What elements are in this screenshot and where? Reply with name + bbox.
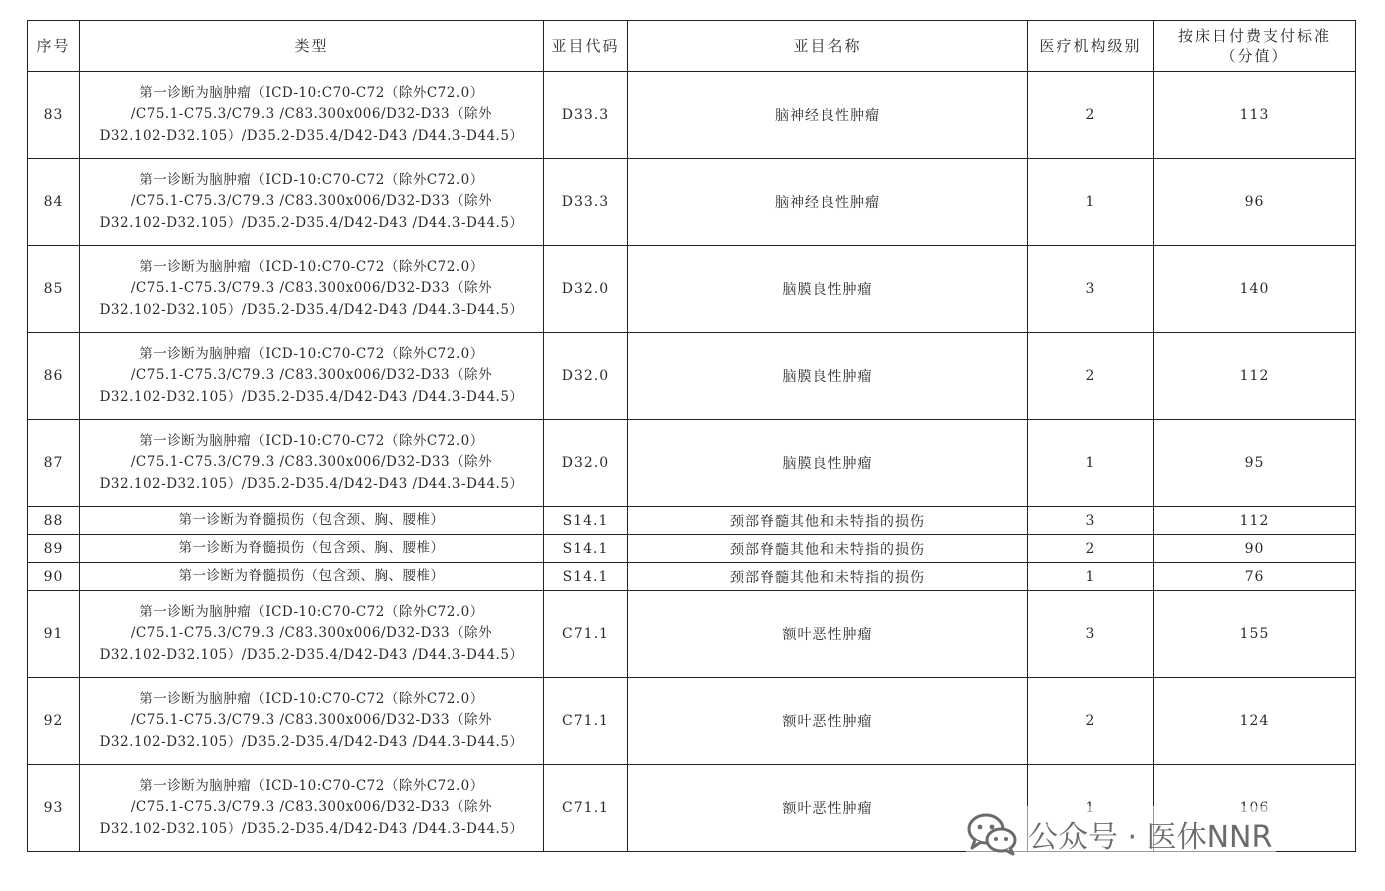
header-row [28,21,1356,72]
table-row [28,678,1356,765]
cell-type [80,333,544,420]
header-no: 序号 [28,21,80,72]
cell-type-line: /C75.1-C75.3/C79.3 /C83.300x006/D32-D33（除外 [130,367,493,384]
table-row [28,72,1356,159]
header-standard-line1: 按床日付费支付标准 [1177,27,1331,45]
table-row [28,420,1356,507]
cell-type-line: /C75.1-C75.3/C79.3 /C83.300x006/D32-D33（除外 [130,454,493,471]
cell-sub-code: D32.0 [544,420,628,507]
cell-level: 3 [1028,591,1154,678]
header-level: 医疗机构级别 [1028,21,1154,72]
cell-no: 86 [28,333,80,420]
cell-no: 87 [28,420,80,507]
cell-type [80,72,544,159]
cell-value: 112 [1154,333,1356,420]
cell-value: 112 [1154,507,1356,535]
cell-sub-name: 颈部脊髓其他和未特指的损伤 [628,507,1028,535]
cell-type-line: 第一诊断为脑肿瘤（ICD-10:C70-C72（除外C72.0） [139,603,484,620]
cell-value: 95 [1154,420,1356,507]
cell-type-line: 第一诊断为脑肿瘤（ICD-10:C70-C72（除外C72.0） [139,690,484,707]
cell-type [80,420,544,507]
watermark [966,806,1276,862]
cell-sub-name: 额叶恶性肿瘤 [628,678,1028,765]
cell-value: 124 [1154,678,1356,765]
cell-value: 96 [1154,159,1356,246]
cell-type-line: 第一诊断为脑肿瘤（ICD-10:C70-C72（除外C72.0） [139,258,484,275]
cell-type-line: D32.102-D32.105）/D35.2-D35.4/D42-D43 /D44.3-D44.5） [99,214,524,231]
cell-value: 155 [1154,591,1356,678]
table-row [28,535,1356,563]
cell-no: 83 [28,72,80,159]
cell-type-line: /C75.1-C75.3/C79.3 /C83.300x006/D32-D33（除外 [130,106,493,123]
table-row [28,591,1356,678]
cell-sub-code: D33.3 [544,72,628,159]
cell-type [80,159,544,246]
cell-type-line: D32.102-D32.105）/D35.2-D35.4/D42-D43 /D44.3-D44.5） [99,127,524,144]
cell-type-line: D32.102-D32.105）/D35.2-D35.4/D42-D43 /D44.3-D44.5） [99,646,524,663]
cell-level: 2 [1028,678,1154,765]
cell-type [80,535,544,563]
cell-level: 1 [1028,420,1154,507]
cell-sub-name: 额叶恶性肿瘤 [628,591,1028,678]
table-row [28,507,1356,535]
table-row [28,333,1356,420]
cell-no: 89 [28,535,80,563]
cell-no: 90 [28,563,80,591]
cell-sub-code: S14.1 [544,507,628,535]
cell-level: 2 [1028,333,1154,420]
cell-level: 2 [1028,72,1154,159]
cell-sub-code: D32.0 [544,246,628,333]
cell-type-line: /C75.1-C75.3/C79.3 /C83.300x006/D32-D33（除外 [130,193,493,210]
cell-no: 85 [28,246,80,333]
cell-level: 1 [1028,563,1154,591]
cell-type [80,678,544,765]
table-row [28,246,1356,333]
cell-type-line: 第一诊断为脑肿瘤（ICD-10:C70-C72（除外C72.0） [139,777,484,794]
payment-standard-table [27,20,1356,852]
cell-type-line: D32.102-D32.105）/D35.2-D35.4/D42-D43 /D44.3-D44.5） [99,301,524,318]
cell-value: 140 [1154,246,1356,333]
header-standard-line2: （分值） [1220,47,1289,65]
cell-type-line: 第一诊断为脊髓损伤（包含颈、胸、腰椎） [178,511,445,528]
cell-no: 91 [28,591,80,678]
cell-no: 84 [28,159,80,246]
cell-type-line: 第一诊断为脊髓损伤（包含颈、胸、腰椎） [178,567,445,584]
cell-value: 113 [1154,72,1356,159]
cell-type-line: D32.102-D32.105）/D35.2-D35.4/D42-D43 /D44.3-D44.5） [99,733,524,750]
header-standard [1154,21,1356,72]
cell-sub-code: S14.1 [544,535,628,563]
cell-sub-name: 额叶恶性肿瘤 [628,765,1028,852]
table-row [28,159,1356,246]
cell-type-line: D32.102-D32.105）/D35.2-D35.4/D42-D43 /D44.3-D44.5） [99,475,524,492]
cell-sub-name: 颈部脊髓其他和未特指的损伤 [628,563,1028,591]
cell-sub-code: D33.3 [544,159,628,246]
cell-sub-name: 脑膜良性肿瘤 [628,420,1028,507]
cell-type-line: /C75.1-C75.3/C79.3 /C83.300x006/D32-D33（除外 [130,799,493,816]
cell-type-line: D32.102-D32.105）/D35.2-D35.4/D42-D43 /D44.3-D44.5） [99,388,524,405]
cell-sub-code: D32.0 [544,333,628,420]
wechat-icon [966,811,1018,857]
header-sub-code: 亚目代码 [544,21,628,72]
cell-value: 76 [1154,563,1356,591]
cell-value: 90 [1154,535,1356,563]
cell-type [80,591,544,678]
cell-type-line: 第一诊断为脑肿瘤（ICD-10:C70-C72（除外C72.0） [139,84,484,101]
cell-level: 2 [1028,535,1154,563]
table-body [28,72,1356,852]
cell-type-line: /C75.1-C75.3/C79.3 /C83.300x006/D32-D33（除外 [130,280,493,297]
cell-type-line: /C75.1-C75.3/C79.3 /C83.300x006/D32-D33（除外 [130,625,493,642]
cell-sub-name: 脑膜良性肿瘤 [628,333,1028,420]
cell-type-line: /C75.1-C75.3/C79.3 /C83.300x006/D32-D33（除外 [130,712,493,729]
cell-level: 3 [1028,246,1154,333]
cell-type-line: 第一诊断为脊髓损伤（包含颈、胸、腰椎） [178,539,445,556]
cell-type [80,563,544,591]
cell-no: 93 [28,765,80,852]
cell-type-line: D32.102-D32.105）/D35.2-D35.4/D42-D43 /D44.3-D44.5） [99,820,524,837]
cell-sub-name: 脑膜良性肿瘤 [628,246,1028,333]
cell-sub-code: C71.1 [544,678,628,765]
header-sub-name: 亚目名称 [628,21,1028,72]
cell-sub-code: C71.1 [544,591,628,678]
cell-type [80,507,544,535]
cell-no: 88 [28,507,80,535]
cell-type [80,765,544,852]
cell-level: 1 [1028,159,1154,246]
cell-type-line: 第一诊断为脑肿瘤（ICD-10:C70-C72（除外C72.0） [139,432,484,449]
cell-level: 3 [1028,507,1154,535]
cell-type-line: 第一诊断为脑肿瘤（ICD-10:C70-C72（除外C72.0） [139,171,484,188]
cell-sub-name: 脑神经良性肿瘤 [628,72,1028,159]
cell-sub-code: C71.1 [544,765,628,852]
table-row [28,563,1356,591]
cell-type-line: 第一诊断为脑肿瘤（ICD-10:C70-C72（除外C72.0） [139,345,484,362]
cell-type [80,246,544,333]
watermark-text: 公众号 · 医休NNR [1028,820,1273,855]
header-type: 类型 [80,21,544,72]
cell-sub-name: 脑神经良性肿瘤 [628,159,1028,246]
cell-sub-name: 颈部脊髓其他和未特指的损伤 [628,535,1028,563]
cell-no: 92 [28,678,80,765]
cell-sub-code: S14.1 [544,563,628,591]
